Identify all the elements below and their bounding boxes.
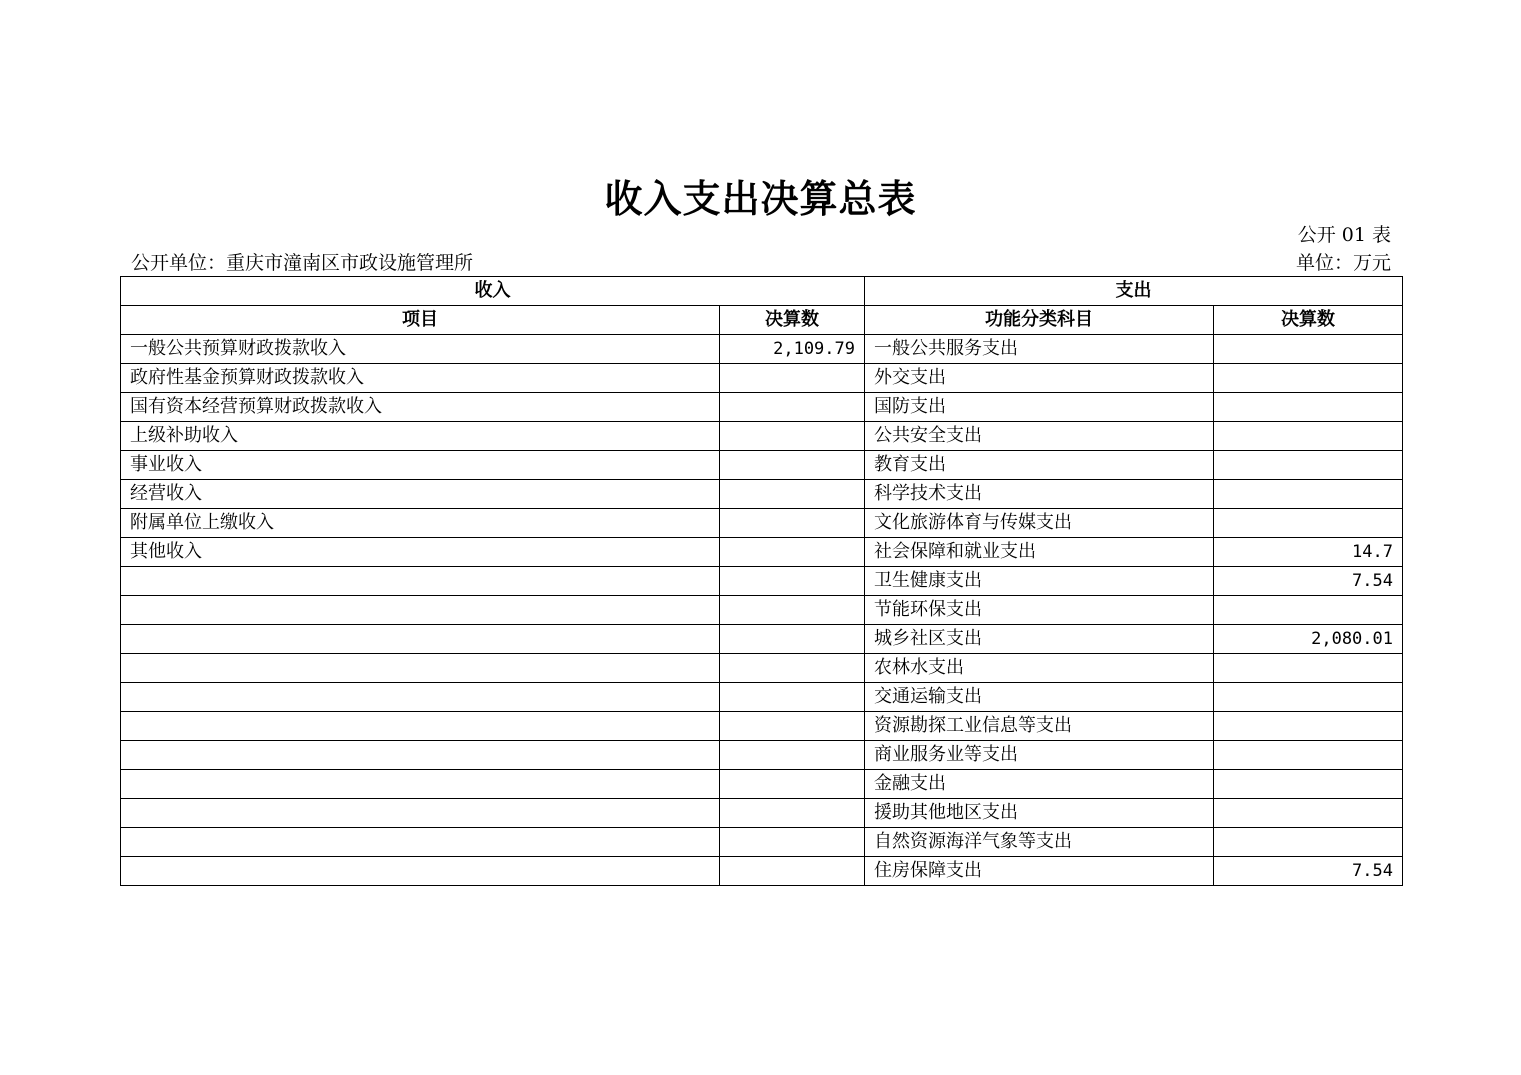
income-amount-cell [720, 741, 865, 770]
expense-item-cell: 公共安全支出 [865, 422, 1214, 451]
table-row [121, 335, 1403, 364]
expense-amount-cell [1214, 741, 1403, 770]
expense-amount-cell: 7.54 [1214, 857, 1403, 886]
expense-amount-cell: 2,080.01 [1214, 625, 1403, 654]
item-column-header: 项目 [121, 306, 720, 335]
income-amount-cell: 2,109.79 [720, 335, 865, 364]
expense-item-cell: 一般公共服务支出 [865, 335, 1214, 364]
function-category-column-header: 功能分类科目 [865, 306, 1214, 335]
income-item-cell [121, 712, 720, 741]
income-item-cell: 上级补助收入 [121, 422, 720, 451]
income-amount-cell [720, 828, 865, 857]
expense-amount-cell [1214, 654, 1403, 683]
table-row [121, 683, 1403, 712]
income-amount-cell [720, 683, 865, 712]
table-row [121, 770, 1403, 799]
income-item-cell: 政府性基金预算财政拨款收入 [121, 364, 720, 393]
income-item-cell [121, 828, 720, 857]
income-amount-cell [720, 422, 865, 451]
income-amount-cell [720, 538, 865, 567]
income-item-cell: 附属单位上缴收入 [121, 509, 720, 538]
income-item-cell [121, 567, 720, 596]
income-item-cell [121, 799, 720, 828]
table-row [121, 422, 1403, 451]
table-row [121, 857, 1403, 886]
expense-item-cell: 商业服务业等支出 [865, 741, 1214, 770]
table-row [121, 799, 1403, 828]
table-code: 公开 01 表 [1297, 224, 1391, 246]
expense-item-cell: 教育支出 [865, 451, 1214, 480]
expense-item-cell: 城乡社区支出 [865, 625, 1214, 654]
expense-amount-cell [1214, 364, 1403, 393]
expense-amount-cell [1214, 480, 1403, 509]
expense-amount-cell [1214, 451, 1403, 480]
table-row [121, 509, 1403, 538]
income-amount-cell [720, 451, 865, 480]
expense-item-cell: 科学技术支出 [865, 480, 1214, 509]
expense-item-cell: 社会保障和就业支出 [865, 538, 1214, 567]
expense-amount-cell: 7.54 [1214, 567, 1403, 596]
income-item-cell: 国有资本经营预算财政拨款收入 [121, 393, 720, 422]
header-row-top [121, 277, 1403, 306]
table-row [121, 364, 1403, 393]
income-item-cell [121, 857, 720, 886]
income-header: 收入 [121, 277, 865, 306]
expense-amount-cell: 14.7 [1214, 538, 1403, 567]
expense-amount-cell [1214, 828, 1403, 857]
table-row [121, 451, 1403, 480]
expense-item-cell: 资源勘探工业信息等支出 [865, 712, 1214, 741]
income-item-cell [121, 654, 720, 683]
expense-item-cell: 援助其他地区支出 [865, 799, 1214, 828]
income-item-cell: 事业收入 [121, 451, 720, 480]
income-amount-column-header: 决算数 [720, 306, 865, 335]
table-row [121, 828, 1403, 857]
income-amount-cell [720, 596, 865, 625]
table-row [121, 567, 1403, 596]
expense-item-cell: 交通运输支出 [865, 683, 1214, 712]
expense-item-cell: 住房保障支出 [865, 857, 1214, 886]
income-amount-cell [720, 625, 865, 654]
income-amount-cell [720, 799, 865, 828]
table-row [121, 480, 1403, 509]
income-item-cell: 一般公共预算财政拨款收入 [121, 335, 720, 364]
income-item-cell [121, 683, 720, 712]
table-row [121, 625, 1403, 654]
table-row [121, 654, 1403, 683]
income-amount-cell [720, 364, 865, 393]
table-body [121, 335, 1403, 886]
header-row-columns [121, 306, 1403, 335]
expense-amount-cell [1214, 393, 1403, 422]
income-amount-cell [720, 393, 865, 422]
expense-amount-cell [1214, 596, 1403, 625]
reporting-unit: 公开单位：重庆市潼南区市政设施管理所 [131, 252, 474, 274]
expense-item-cell: 卫生健康支出 [865, 567, 1214, 596]
expense-amount-cell [1214, 335, 1403, 364]
unit-of-measure: 单位：万元 [1295, 252, 1391, 274]
expense-amount-cell [1214, 770, 1403, 799]
income-item-cell [121, 625, 720, 654]
income-item-cell [121, 741, 720, 770]
income-item-cell [121, 596, 720, 625]
table-row [121, 741, 1403, 770]
expense-item-cell: 外交支出 [865, 364, 1214, 393]
table-row [121, 393, 1403, 422]
page-title: 收入支出决算总表 [604, 176, 917, 221]
income-item-cell: 其他收入 [121, 538, 720, 567]
expense-header: 支出 [865, 277, 1403, 306]
income-amount-cell [720, 770, 865, 799]
expense-item-cell: 国防支出 [865, 393, 1214, 422]
table-row [121, 712, 1403, 741]
expense-amount-cell [1214, 799, 1403, 828]
expense-amount-cell [1214, 422, 1403, 451]
income-expense-table [120, 276, 1403, 886]
income-amount-cell [720, 857, 865, 886]
expense-item-cell: 文化旅游体育与传媒支出 [865, 509, 1214, 538]
income-item-cell [121, 770, 720, 799]
income-amount-cell [720, 567, 865, 596]
income-amount-cell [720, 654, 865, 683]
expense-item-cell: 自然资源海洋气象等支出 [865, 828, 1214, 857]
income-item-cell: 经营收入 [121, 480, 720, 509]
expense-amount-cell [1214, 683, 1403, 712]
expense-item-cell: 金融支出 [865, 770, 1214, 799]
expense-item-cell: 农林水支出 [865, 654, 1214, 683]
table-row [121, 596, 1403, 625]
expense-amount-cell [1214, 712, 1403, 741]
income-amount-cell [720, 480, 865, 509]
expense-amount-column-header: 决算数 [1214, 306, 1403, 335]
income-amount-cell [720, 712, 865, 741]
income-amount-cell [720, 509, 865, 538]
expense-amount-cell [1214, 509, 1403, 538]
expense-item-cell: 节能环保支出 [865, 596, 1214, 625]
table-row [121, 538, 1403, 567]
